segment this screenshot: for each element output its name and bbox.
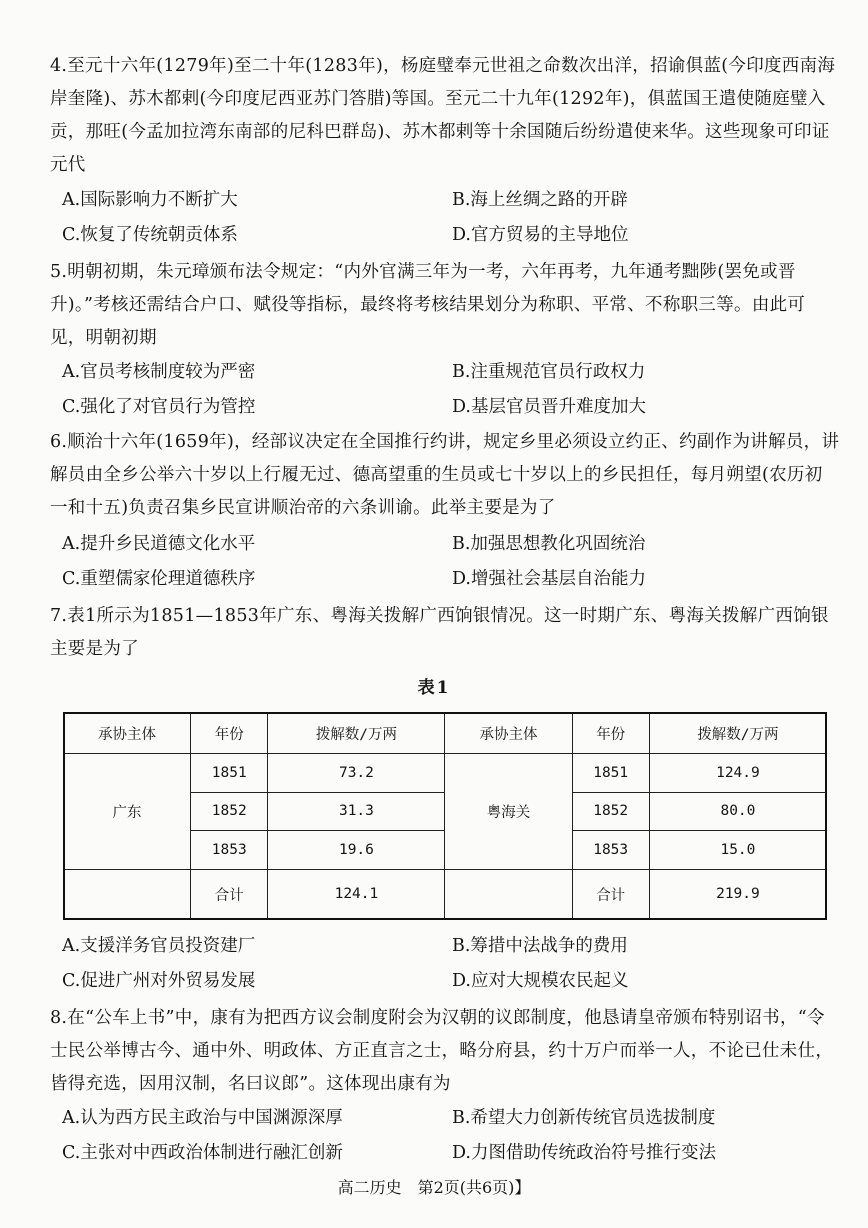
table-title: 表1: [417, 678, 451, 698]
table-row: [64, 754, 827, 793]
q8-option-d[interactable]: D.力图借助传统政治符号推行变法: [452, 1143, 716, 1163]
header-cell: 年份: [191, 713, 268, 754]
header-cell: 拨解数/万两: [268, 713, 445, 754]
group-cell-right: 粤海关: [445, 754, 572, 870]
year-cell: 1853: [191, 831, 268, 870]
year-cell: 1851: [191, 754, 268, 793]
value-cell: 80.0: [649, 792, 826, 831]
q4-option-c[interactable]: C.恢复了传统朝贡体系: [62, 225, 238, 245]
table-row: [64, 869, 827, 919]
value-cell: 124.9: [649, 754, 826, 793]
q8-option-a[interactable]: A.认为西方民主政治与中国渊源深厚: [62, 1108, 343, 1128]
q8-option-c[interactable]: C.主张对中西政治体制进行融汇创新: [62, 1143, 343, 1163]
q6-option-a[interactable]: A.提升乡民道德文化水平: [62, 534, 256, 554]
value-cell: 73.2: [268, 754, 445, 793]
year-cell: 1853: [572, 831, 649, 870]
q4-option-b[interactable]: B.海上丝绸之路的开辟: [452, 190, 628, 210]
q7-option-b[interactable]: B.筹措中法战争的费用: [452, 936, 628, 956]
group-cell-left: 广东: [64, 754, 191, 870]
question-4-stem: 4.至元十六年(1279年)至二十年(1283年)，杨庭璧奉元世祖之命数次出洋，招谕俱蓝(今印度西南海岸奎隆)、苏木都剌(今印度尼西亚苏门答腊)等国。至元二十九年(1292年)，俱蓝国王遣使随庭璧入贡，那旺(今孟加拉湾东南部的尼科巴群岛)、苏木都剌等十余国随后纷纷遣使来华。这些现象可印证元代: [50, 56, 836, 175]
header-cell: 拨解数/万两: [649, 713, 826, 754]
total-label-cell: 合计: [572, 869, 649, 919]
year-cell: 1852: [572, 792, 649, 831]
q6-option-d[interactable]: D.增强社会基层自治能力: [452, 569, 646, 589]
year-cell: 1851: [572, 754, 649, 793]
question-5-stem: 5.明朝初期，朱元璋颁布法令规定：“内外官满三年为一考，六年再考，九年通考黜陟(罢免或晋升)。”考核还需结合户口、赋役等指标，最终将考核结果划分为称职、平常、不称职三等。由此可见，明朝初期: [50, 262, 806, 348]
q5-option-b[interactable]: B.注重规范官员行政权力: [452, 362, 646, 382]
q6-option-c[interactable]: C.重塑儒家伦理道德秩序: [62, 569, 256, 589]
q5-option-c[interactable]: C.强化了对官员行为管控: [62, 397, 256, 417]
group-cell-blank: [64, 869, 191, 919]
q5-option-a[interactable]: A.官员考核制度较为严密: [62, 362, 256, 382]
table-header-row: [64, 713, 827, 754]
q4-option-d[interactable]: D.官方贸易的主导地位: [452, 225, 629, 245]
header-cell: 承协主体: [64, 713, 191, 754]
total-label-cell: 合计: [191, 869, 268, 919]
q7-option-c[interactable]: C.促进广州对外贸易发展: [62, 971, 256, 991]
q4-option-a[interactable]: A.国际影响力不断扩大: [62, 190, 238, 210]
value-cell: 15.0: [649, 831, 826, 870]
value-cell: 31.3: [268, 792, 445, 831]
header-cell: 承协主体: [445, 713, 572, 754]
year-cell: 1852: [191, 792, 268, 831]
q7-option-d[interactable]: D.应对大规模农民起义: [452, 971, 629, 991]
header-cell: 年份: [572, 713, 649, 754]
question-7-stem: 7.表1所示为1851—1853年广东、粤海关拨解广西饷银情况。这一时期广东、粤海关拨解广西饷银主要是为了: [50, 606, 829, 659]
question-8-stem: 8.在“公车上书”中，康有为把西方议会制度附会为汉朝的议郎制度，他恳请皇帝颁布特别诏书，“令士民公举博古今、通中外、明政体、方正直言之士，略分府县，约十万户而举一人，不论已仕未仕，皆得充选，因用汉制，名曰议郎”。这体现出康有为: [50, 1008, 834, 1094]
q5-option-d[interactable]: D.基层官员晋升难度加大: [452, 397, 646, 417]
total-value-cell: 219.9: [649, 869, 826, 919]
group-cell-blank: [445, 869, 572, 919]
total-value-cell: 124.1: [268, 869, 445, 919]
value-cell: 19.6: [268, 831, 445, 870]
page-footer: 高二历史 第2页(共6页)】: [337, 1178, 531, 1197]
question-6-stem: 6.顺治十六年(1659年)，经部议决定在全国推行约讲，规定乡里必须设立约正、约副作为讲解员，讲解员由全乡公举六十岁以上行履无过、德高望重的生员或七十岁以上的乡民担任，每月朔望(农历初一和十五)负责召集乡民宣讲顺治帝的六条训谕。此举主要是为了: [50, 432, 840, 518]
q7-option-a[interactable]: A.支援洋务官员投资建厂: [62, 936, 256, 956]
q8-option-b[interactable]: B.希望大力创新传统官员选拔制度: [452, 1108, 716, 1128]
data-table: [63, 712, 827, 920]
q6-option-b[interactable]: B.加强思想教化巩固统治: [452, 534, 646, 554]
